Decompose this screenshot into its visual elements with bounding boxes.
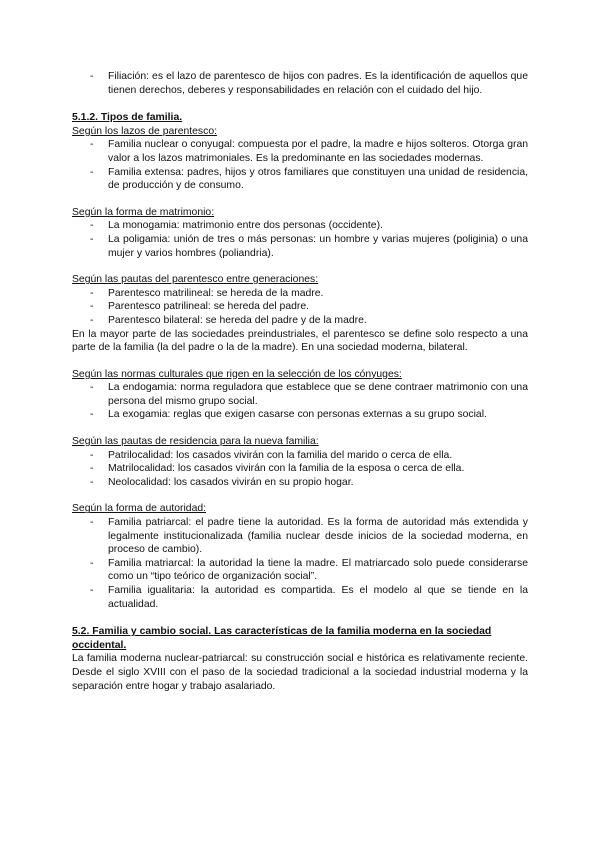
- bullet-dash: -: [90, 517, 94, 529]
- subsection-heading: Según la forma de matrimonio:: [72, 206, 215, 218]
- list-item-text: Filiación: es el lazo de parentesco de hijos con padres. Es la identificación de aquellos que tienen derechos, deberes y responsabilidades en relación con el cuidado del hijo.: [108, 71, 528, 96]
- bullet-dash: -: [90, 409, 94, 421]
- list-item-text: La monogamia: matrimonio entre dos personas (occidente).: [108, 220, 383, 232]
- subsection-heading: Según las pautas del parentesco entre generaciones:: [72, 274, 319, 286]
- section-title-5-1-2: 5.1.2. Tipos de familia.: [72, 112, 183, 124]
- list-item: [72, 462, 528, 476]
- intro-list: [72, 70, 528, 97]
- bullet-dash: -: [90, 71, 94, 82]
- list-item: [72, 166, 528, 193]
- list-item-text: Familia extensa: padres, hijos y otros familiares que constituyen una unidad de residencia, de producción y de consumo.: [108, 166, 528, 192]
- bullet-dash: -: [90, 220, 94, 232]
- bullet-list: [72, 138, 528, 192]
- list-item-text: La poligamia: unión de tres o más personas: un hombre y varias mujeres (poliginia) o una mujer y varios hombres (poliandria).: [108, 233, 528, 259]
- list-item: [72, 557, 528, 584]
- subsection-heading: Según la forma de autoridad:: [72, 503, 207, 515]
- section-title-5-2: 5.2. Familia y cambio social. Las características de la familia moderna en la sociedad occidental.: [72, 626, 492, 651]
- list-item-text: Matrilocalidad: los casados vivirán con la familia de la esposa o cerca de ella.: [108, 463, 465, 475]
- bullet-dash: -: [90, 287, 94, 299]
- list-item-text: Parentesco bilateral: se hereda del padre y de la madre.: [108, 314, 367, 326]
- list-item: [72, 516, 528, 557]
- list-item: [72, 381, 528, 408]
- bullet-list: [72, 381, 528, 422]
- bullet-dash: -: [90, 166, 94, 178]
- bullet-dash: -: [90, 314, 94, 326]
- list-item-text: Familia nuclear o conyugal: compuesta por el padre, la madre e hijos solteros. Otorga gran valor a los lazos matrimoniales. Es la predominante en las sociedades modernas.: [108, 139, 528, 164]
- list-item: [72, 300, 528, 314]
- subsection-heading: Según las pautas de residencia para la nueva familia:: [72, 436, 319, 448]
- list-item: [72, 584, 528, 611]
- subsection-heading: Según las normas culturales que rigen en la selección de los cónyuges:: [72, 368, 402, 380]
- list-item: [72, 138, 528, 165]
- list-item-text: Familia igualitaria: la autoridad es compartida. Es el modelo al que se tiende en la actualidad.: [108, 585, 528, 610]
- list-item-text: Patrilocalidad: los casados vivirán con la familia del marido o cerca de ella.: [108, 449, 453, 461]
- bullet-dash: -: [90, 233, 94, 245]
- list-item: [72, 219, 528, 233]
- bullet-dash: -: [90, 476, 94, 488]
- list-item: [72, 233, 528, 260]
- list-item-text: La exogamia: reglas que exigen casarse con personas externas a su grupo social.: [108, 409, 487, 421]
- list-item: [72, 70, 528, 97]
- bullet-dash: -: [90, 557, 94, 569]
- bullet-dash: -: [90, 585, 94, 596]
- bullet-list: [72, 219, 528, 260]
- paragraph: La familia moderna nuclear-patriarcal: su construcción social e histórica es relativamente reciente. Desde el siglo XVIII con el paso de la sociedad tradicional a la sociedad industrial moderna y la separación entre hogar y trabajo asalariado.: [72, 653, 528, 692]
- list-item-text: Familia patriarcal: el padre tiene la autoridad. Es la forma de autoridad más extendida y legalmente institucionalizada (familia nuclear desde inicios de la sociedad moderna, en proceso de cambio).: [108, 517, 528, 556]
- bullet-dash: -: [90, 301, 94, 313]
- bullet-dash: -: [90, 463, 94, 475]
- bullet-list: [72, 516, 528, 611]
- list-item-text: Familia matriarcal: la autoridad la tiene la madre. El matriarcado solo puede considerarse como un “tipo teórico de organización social”.: [108, 557, 528, 583]
- bullet-dash: -: [90, 382, 94, 394]
- list-item: [72, 287, 528, 301]
- list-item: [72, 408, 528, 422]
- list-item: [72, 314, 528, 328]
- bullet-dash: -: [90, 139, 94, 151]
- list-item: [72, 476, 528, 490]
- list-item-text: Neolocalidad: los casados vivirán en su propio hogar.: [108, 476, 354, 488]
- list-item-text: Parentesco patrilineal: se hereda del padre.: [108, 301, 310, 313]
- list-item: [72, 449, 528, 463]
- subsection-heading: Según los lazos de parentesco:: [72, 125, 217, 137]
- list-item-text: La endogamia: norma reguladora que establece que se dene contraer matrimonio con una persona del mismo grupo social.: [108, 382, 528, 407]
- bullet-dash: -: [90, 449, 94, 461]
- list-item-text: Parentesco matrilineal: se hereda de la madre.: [108, 287, 324, 299]
- bullet-list: [72, 449, 528, 490]
- paragraph-note: En la mayor parte de las sociedades preindustriales, el parentesco se define solo respecto a una parte de la familia (la del padre o la de la madre). En una sociedad moderna, bilateral.: [72, 328, 528, 354]
- bullet-list: [72, 287, 528, 328]
